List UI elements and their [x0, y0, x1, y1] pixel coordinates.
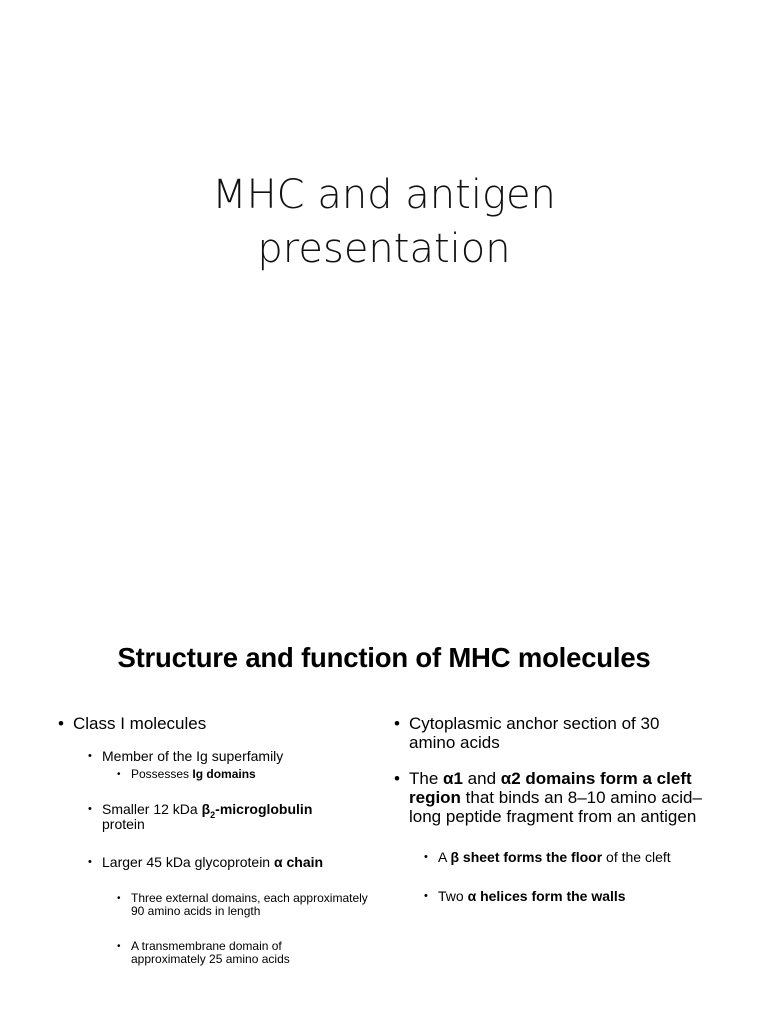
bullet-transmembrane: • A transmembrane domain of approximately 25 amino acids: [117, 940, 331, 966]
slide-title: [0, 168, 768, 276]
bullet-ig-domains: • Possesses Ig domains: [117, 768, 388, 781]
title-line-2: presentation: [257, 226, 511, 272]
bullet-external-domains: • Three external domains, each approximately 90 amino acids in length: [117, 892, 381, 918]
right-column: [394, 714, 714, 904]
bullet-alpha-helices: • Two α helices form the walls: [424, 889, 714, 904]
bullet-cleft: • The α1 and α2 domains form a cleft region that binds an 8–10 amino acid–long peptide fragment from an antigen: [394, 769, 709, 826]
bullet-cytoplasmic: • Cytoplasmic anchor section of 30 amino acids: [394, 714, 709, 752]
bullet-alpha-chain: • Larger 45 kDa glycoprotein α chain: [88, 855, 388, 870]
content-slide: [0, 512, 768, 1024]
bullet-class1: • Class I molecules: [58, 714, 388, 733]
left-column: [58, 714, 388, 966]
bullet-microglobulin: • Smaller 12 kDa $\beta_2$-microglobulin protein: [88, 802, 388, 832]
bullet-beta-sheet: • A β sheet forms the floor of the cleft: [424, 850, 714, 865]
bullet-ig-member: • Member of the Ig superfamily: [88, 749, 388, 764]
title-line-1: MHC and antigen: [212, 172, 556, 218]
slide-heading: Structure and function of MHC molecules: [117, 642, 651, 673]
